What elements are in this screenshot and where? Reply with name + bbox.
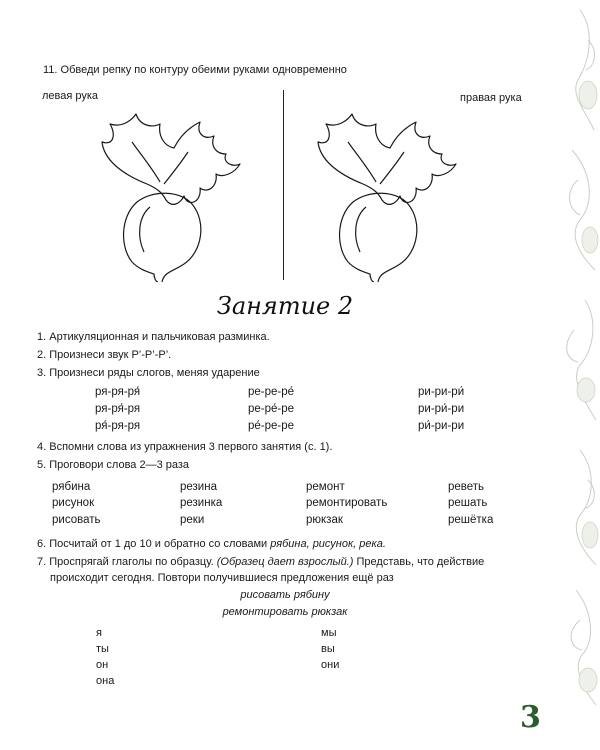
item-3: 3. Произнеси ряды слогов, меняя ударение xyxy=(37,367,260,379)
item-7 xyxy=(37,556,484,568)
word-r1-c2: резина xyxy=(180,481,217,493)
syllable-r3-c1: ря́-ря-ря xyxy=(95,420,141,432)
item-4: 4. Вспомни слова из упражнения 3 первого занятия (с. 1). xyxy=(37,441,333,453)
model-phrase-2: ремонтировать рюкзак xyxy=(222,606,348,618)
word-r2-c1: рисунок xyxy=(52,497,95,509)
exercise-11-instruction: 11. Обведи репку по контуру обеими руками одновременно xyxy=(43,64,347,76)
pronoun-left-3: он xyxy=(96,659,109,671)
word-r3-c4: решётка xyxy=(448,514,494,526)
pronoun-right-3: они xyxy=(321,659,340,671)
syllable-r2-c3: ри-ри́-ри xyxy=(418,403,465,415)
item-7-line2: происходит сегодня. Повтори получившиеся предложения ещё раз xyxy=(50,572,394,584)
pronoun-right-2: вы xyxy=(321,643,335,655)
word-r2-c3: ремонтировать xyxy=(306,497,388,509)
item-1: 1. Артикуляционная и пальчиковая разминка. xyxy=(37,331,270,343)
model-phrase-1: рисовать рябину xyxy=(240,589,330,601)
item-5: 5. Проговори слова 2—3 раза xyxy=(37,459,190,471)
syllable-r1-c3: ри-ри-ри́ xyxy=(418,386,465,398)
lesson-title: Занятие 2 xyxy=(216,292,354,320)
syllable-r1-c1: ря-ря-ря́ xyxy=(95,386,141,398)
word-r2-c4: решать xyxy=(448,497,488,509)
item-6 xyxy=(37,538,386,550)
syllable-r3-c3: ри́-ри-ри xyxy=(418,420,465,432)
item-2: 2. Произнеси звук Р’-Р’-Р’. xyxy=(37,349,172,361)
word-r3-c2: реки xyxy=(180,514,205,526)
word-r1-c3: ремонт xyxy=(306,481,345,493)
item-6-italic: рябина, рисунок, река. xyxy=(270,538,386,550)
decorative-border xyxy=(550,0,600,750)
turnip-outline-left xyxy=(92,112,262,282)
syllable-r2-c2: ре-ре́-ре xyxy=(248,403,295,415)
item-7-text-end: Представь, что действие xyxy=(353,556,485,568)
right-hand-label: правая рука xyxy=(460,92,522,104)
word-r1-c1: рябина xyxy=(52,481,91,493)
word-r3-c3: рюкзак xyxy=(306,514,343,526)
pronoun-left-2: ты xyxy=(96,643,109,655)
item-7-text: 7. Проспрягай глаголы по образцу. xyxy=(37,556,217,568)
vertical-divider xyxy=(283,90,284,280)
word-r3-c1: рисовать xyxy=(52,514,101,526)
syllable-r3-c2: ре́-ре-ре xyxy=(248,420,295,432)
pronoun-left-1: я xyxy=(96,627,102,639)
syllable-r2-c1: ря-ря́-ря xyxy=(95,403,141,415)
pronoun-right-1: мы xyxy=(321,627,337,639)
page-number: 3 xyxy=(520,700,541,735)
pronoun-left-4: она xyxy=(96,675,115,687)
left-hand-label: левая рука xyxy=(42,90,99,102)
word-r2-c2: резинка xyxy=(180,497,223,509)
turnip-outline-right xyxy=(308,112,478,282)
item-6-text: 6. Посчитай от 1 до 10 и обратно со словами xyxy=(37,538,271,550)
syllable-r1-c2: ре-ре-ре́ xyxy=(248,386,295,398)
item-7-italic: (Образец дает взрослый.) xyxy=(216,556,354,568)
word-r1-c4: реветь xyxy=(448,481,485,493)
